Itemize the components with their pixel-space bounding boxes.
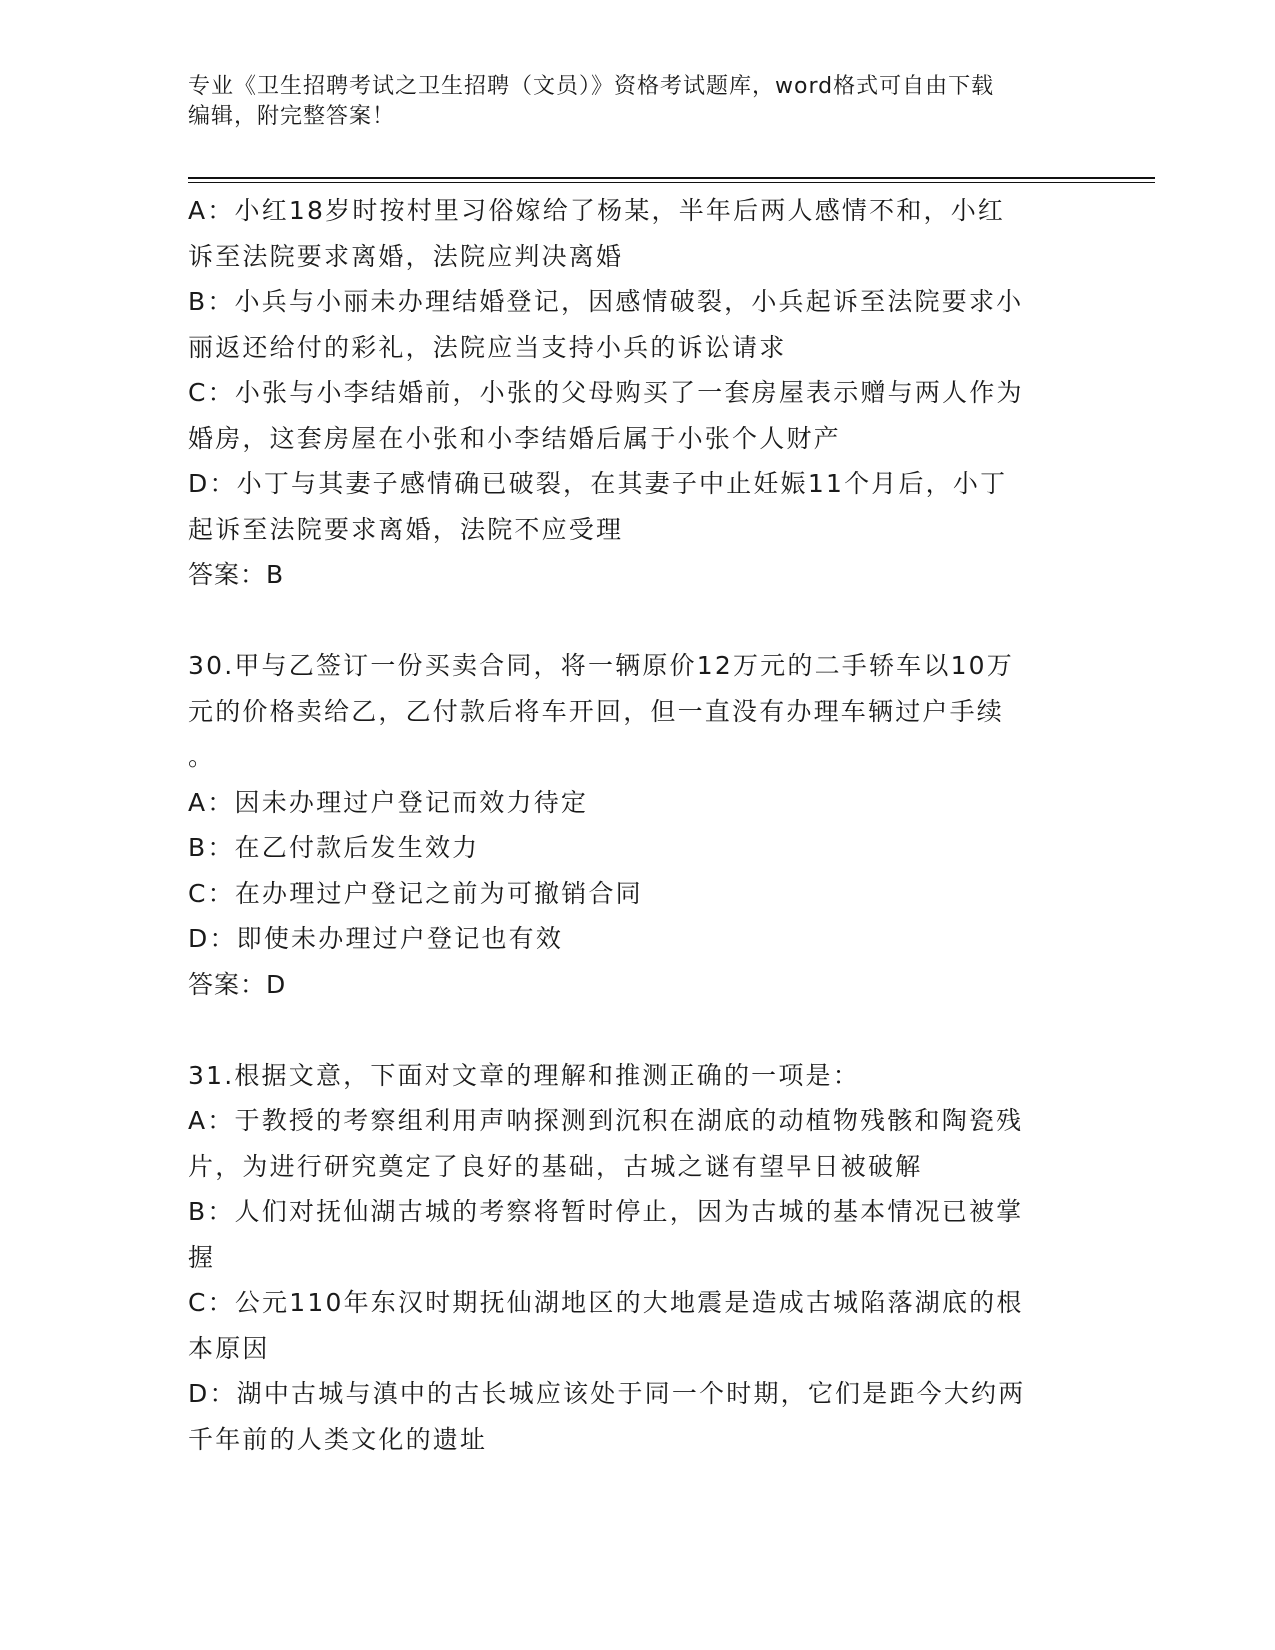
- document-header: [188, 72, 1068, 132]
- question-31: [188, 1053, 1088, 1463]
- header-divider-thin: [188, 182, 1155, 183]
- option-b-line: 握: [188, 1242, 216, 1272]
- option-d-line: D：湖中古城与滇中的古长城应该处于同一个时期，它们是距今大约两: [188, 1379, 1026, 1408]
- option-b-line: B：人们对抚仙湖古城的考察将暂时停止，因为古城的基本情况已被掌: [188, 1197, 1024, 1226]
- option-d-line: D：即使未办理过户登记也有效: [188, 924, 564, 953]
- option-c-line: C：在办理过户登记之前为可撤销合同: [188, 878, 643, 908]
- spacer: [188, 598, 1088, 644]
- option-b-line: 丽返还给付的彩礼，法院应当支持小兵的诉讼请求: [188, 332, 787, 362]
- header-title-line: 编辑，附完整答案！: [188, 104, 396, 129]
- option-d-line: D：小丁与其妻子感情确已破裂，在其妻子中止妊娠11个月后，小丁: [188, 469, 1008, 498]
- option-b-line: B：小兵与小丽未办理结婚登记，因感情破裂，小兵起诉至法院要求小: [188, 287, 1024, 316]
- option-a-line: 片，为进行研究奠定了良好的基础，古城之谜有望早日被破解: [188, 1151, 923, 1181]
- option-b-line: B：在乙付款后发生效力: [188, 833, 480, 862]
- question-content: [188, 188, 1088, 1462]
- option-a-line: A：于教授的考察组利用声呐探测到沉积在湖底的动植物残骸和陶瓷残: [188, 1106, 1024, 1135]
- answer-line: 答案：D: [188, 969, 287, 999]
- header-divider: [188, 177, 1155, 179]
- option-d-line: 千年前的人类文化的遗址: [188, 1424, 488, 1454]
- header-title-line: 专业《卫生招聘考试之卫生招聘（文员）》资格考试题库，word格式可自由下载: [188, 74, 995, 99]
- question-stem-line: 。: [188, 742, 216, 771]
- question-stem-line: 元的价格卖给乙，乙付款后将车开回，但一直没有办理车辆过户手续: [188, 696, 1005, 726]
- question-30: [188, 643, 1088, 1007]
- question-stem-line: 31.根据文意，下面对文章的理解和推测正确的一项是：: [188, 1060, 860, 1090]
- question-29-options: [188, 188, 1088, 598]
- option-c-line: C：小张与小李结婚前，小张的父母购买了一套房屋表示赠与两人作为: [188, 378, 1024, 407]
- question-stem-line: 30.甲与乙签订一份买卖合同，将一辆原价12万元的二手轿车以10万: [188, 651, 1014, 680]
- option-a-line: 诉至法院要求离婚，法院应判决离婚: [188, 241, 624, 271]
- spacer: [188, 1007, 1088, 1053]
- option-c-line: 婚房，这套房屋在小张和小李结婚后属于小张个人财产: [188, 423, 841, 453]
- option-c-line: C：公元110年东汉时期抚仙湖地区的大地震是造成古城陷落湖底的根: [188, 1288, 1024, 1317]
- answer-line: 答案：B: [188, 560, 285, 589]
- option-a-line: A：因未办理过户登记而效力待定: [188, 787, 589, 817]
- option-a-line: A：小红18岁时按村里习俗嫁给了杨某，半年后两人感情不和，小红: [188, 196, 1006, 225]
- option-d-line: 起诉至法院要求离婚，法院不应受理: [188, 514, 624, 544]
- option-c-line: 本原因: [188, 1333, 270, 1363]
